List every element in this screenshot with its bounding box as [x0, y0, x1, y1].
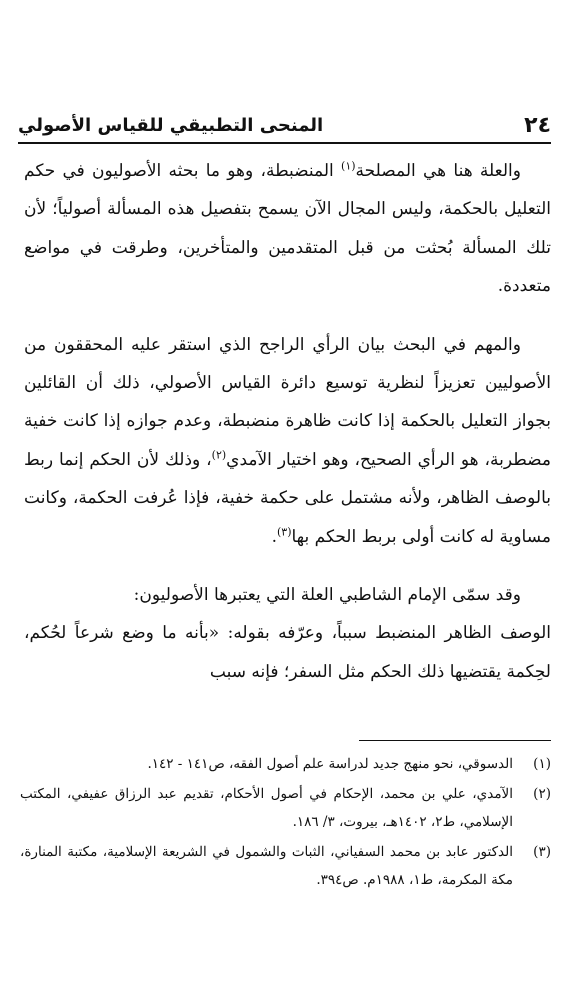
footnote-ref-1: (١)	[341, 159, 356, 173]
paragraph-3-line-1: وقد سمّى الإمام الشاطبي العلة التي يعتبرها الأصوليون:	[133, 585, 521, 606]
paragraph-3-line-2: الوصف الظاهر المنضبط سبباً، وعرّفه بقوله: «بأنه ما وضع شرعاً لحُكم، لحِكمة يقتضيها ذلك الحكم مثل السفر؛ فإنه سبب	[24, 623, 551, 682]
header-rule	[18, 142, 551, 144]
footnote-number: (١)	[533, 756, 551, 772]
paragraph-1-text-a: والعلة هنا هي المصلحة	[355, 161, 521, 181]
footnote-2	[20, 780, 551, 836]
footnote-separator	[359, 740, 551, 741]
paragraph-2-text-c: .	[271, 526, 277, 547]
running-title: المنحى التطبيقي للقياس الأصولي	[18, 114, 324, 136]
footnotes	[20, 750, 551, 896]
footnote-text: الدسوقي، نحو منهج جديد لدراسة علم أصول الفقه، ص١٤١ - ١٤٢.	[147, 756, 513, 772]
paragraph-1	[24, 152, 551, 306]
page-number: ٢٤	[524, 112, 551, 138]
footnote-text: الدكتور عابد بن محمد السفياني، الثبات والشمول في الشريعة الإسلامية، مكتبة المنارة، مكة المكرمة، ط١، ١٩٨٨م. ص٣٩٤.	[20, 844, 513, 888]
paragraph-2-text-b: ، وذلك لأن الحكم إنما ربط بالوصف الظاهر، ولأنه مشتمل على حكمة خفية، فإذا عُرفت الحكمة، وكانت مساوية له كانت أولى بربط الحكم بها	[24, 449, 551, 547]
footnote-3	[20, 838, 551, 894]
footnote-1	[20, 750, 551, 778]
paragraph-2-text-a: والمهم في البحث بيان الرأي الراجح الذي استقر عليه المحققون من الأصوليين تعزيزاً لنظرية توسيع دائرة القياس الأصولي، ذلك أن القائلين بجواز التعليل بالحكمة إذا كانت ظاهرة منضبطة، وعدم جوازه إذا كانت خفية مضطربة، هو الرأي الصحيح، وهو اختيار الآمدي	[24, 334, 551, 470]
main-text	[24, 152, 551, 691]
footnote-number: (٢)	[533, 786, 551, 802]
paragraph-2	[24, 326, 551, 556]
footnote-text: الآمدي، علي بن محمد، الإحكام في أصول الأحكام، تقديم عبد الرزاق عفيفي، المكتب الإسلامي، ط٢، ١٤٠٢هـ، بيروت، ٣/ ١٨٦.	[20, 786, 513, 830]
running-header	[18, 108, 551, 142]
footnote-number: (٣)	[533, 844, 551, 860]
footnote-ref-3: (٣)	[276, 525, 292, 538]
paragraph-1-text-b: المنضبطة، وهو ما بحثه الأصوليون في حكم التعليل بالحكمة، وليس المجال الآن يسمح بتفصيل هذه المسألة أصولياً؛ لأن تلك المسألة بُحثت من قبل المتقدمين والمتأخرين، وطرقت في مواضع متعددة.	[24, 161, 551, 297]
footnote-ref-2: (٢)	[211, 448, 227, 462]
